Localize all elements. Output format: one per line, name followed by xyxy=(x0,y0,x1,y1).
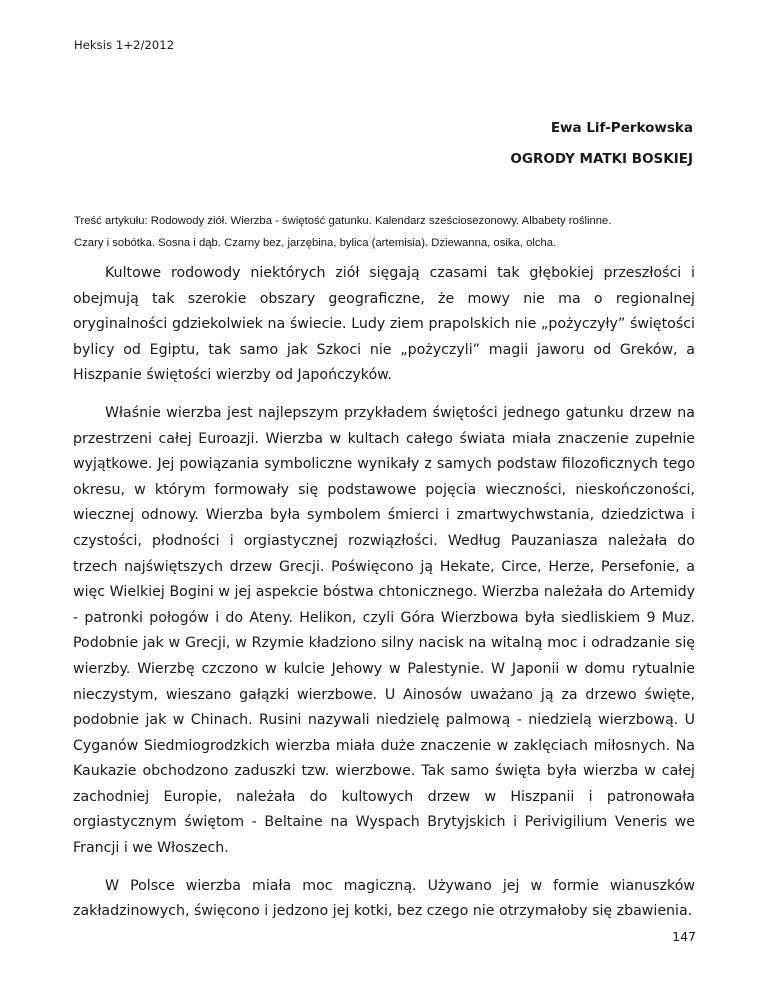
running-header: Heksis 1+2/2012 xyxy=(74,38,175,52)
contents-line: Czary i sobótka. Sosna i dąb. Czarny bez, jarzębina, bylica (artemisia). Dziewanna, osika, olcha. xyxy=(74,237,557,249)
contents-line: Treść artykułu: Rodowody ziół. Wierzba - świętość gatunku. Kalendarz sześciosezonowy. Albabety roślinne. xyxy=(74,215,612,227)
paragraph: Właśnie wierzba jest najlepszym przykładem świętości jednego gatunku drzew na przestrzeni całej Euroazji. Wierzba w kultach całego świata miała znaczenie zupełnie wyjątkowe. Jej powiązania symboliczne wynikały z samych podstaw filozoficznych tego okresu, w którym formowały się podstawowe pojęcia wieczności, nieskończoności, wiecznej odnowy. Wierzba była symbolem śmierci i zmartwychwstania, dziedzictwa i czystości, płodności i orgiastycznej rozwiązłości. Według Pauzaniasza należała do trzech najświętszych drzew Grecji. Poświęcono ją Hekate, Circe, Herze, Persefonie, a więc Wielkiej Bogini w jej aspekcie bóstwa chtonicznego. Wierzba należała do Artemidy - patronki połogów i do Ateny. Helikon, czyli Góra Wierzbowa była siedliskiem 9 Muz. Podobnie jak w Grecji, w Rzymie kładziono silny nacisk na witalną moc i odradzanie się wierzby. Wierzbę czczono w kulcie Jehowy w Palestynie. W Japonii w domu rytualnie nieczystym, wieszano gałązki wierzbowe. U Ainosów uważano ją za drzewo święte, podobnie jak w Chinach. Rusini nazywali niedzielę palmową - niedzielą wierzbową. U Cyganów Siedmiogrodzkich wierzba miała duże znaczenie w zaklęciach miłosnych. Na Kaukazie obchodzono zaduszki tzw. wierzbowe. Tak samo święta była wierzba w całej zachodniej Europie, należała do kultowych drzew w Hiszpanii i patronowała orgiastycznym świętom - Beltaine na Wyspach Brytyjskich i Perivigilium Veneris we Francji i we Włoszech. xyxy=(73,404,695,857)
paragraph: Kultowe rodowody niektórych ziół sięgają czasami tak głębokiej przeszłości i obejmują tak szerokie obszary geograficzne, że mowy nie ma o regionalnej oryginalności gdziekolwiek na świecie. Ludy ziem prapolskich nie „pożyczyły” świętości bylicy od Egiptu, tak samo jak Szkoci nie „pożyczyli” magii jaworu od Greków, a Hiszpanie świętości wierzby od Japończyków. xyxy=(73,265,695,384)
article-contents xyxy=(74,210,714,254)
author-name: Ewa Lif-Perkowska xyxy=(550,120,693,136)
article-title: OGRODY MATKI BOSKIEJ xyxy=(510,151,693,167)
paragraph: W Polsce wierzba miała moc magiczną. Używano jej w formie wianuszków zakładzinowych, święcono i jedzono jej kotki, bez czego nie otrzymałoby się zbawienia. xyxy=(73,877,695,920)
article-body xyxy=(73,261,695,937)
page-number: 147 xyxy=(672,929,696,944)
